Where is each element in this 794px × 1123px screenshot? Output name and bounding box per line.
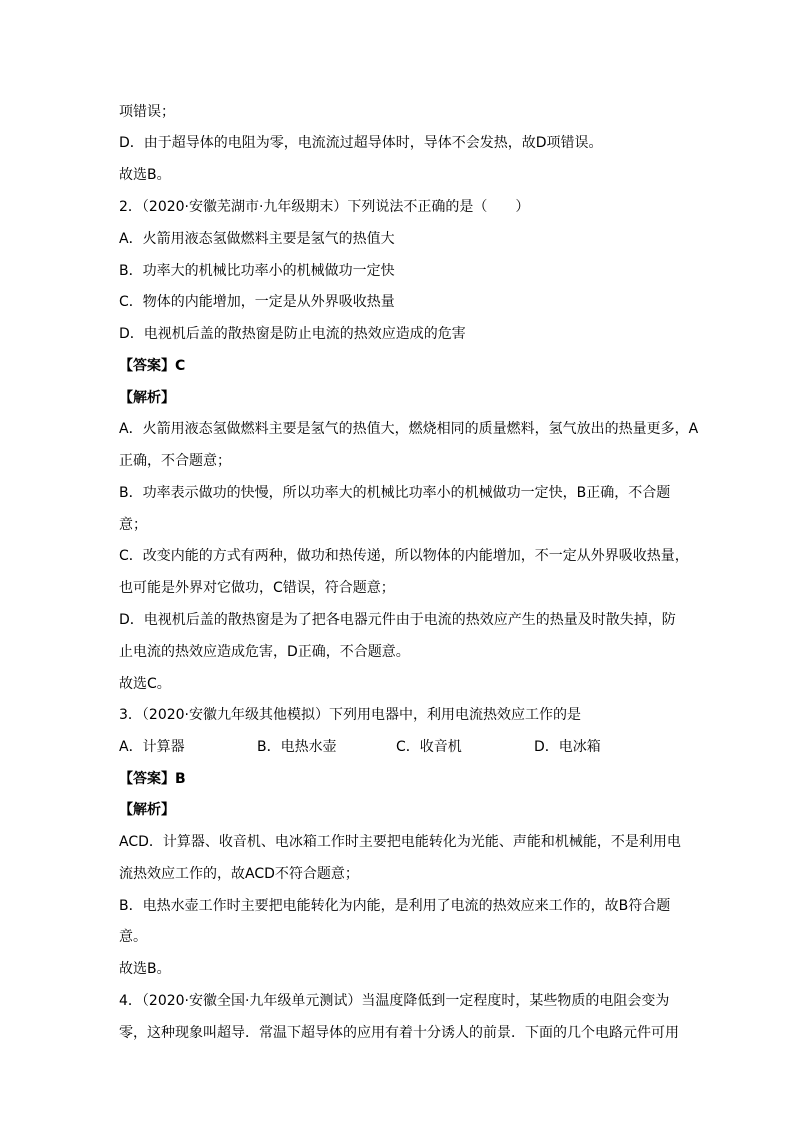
text-line: 也可能是外界对它做功，C错误，符合题意； — [119, 580, 395, 596]
text-line: 零，这种现象叫超导．常温下超导体的应用有着十分诱人的前景．下面的几个电路元件可用 — [119, 1025, 679, 1041]
answer-label: 【答案】B — [119, 771, 186, 787]
text-line: 止电流的热效应造成危害，D正确，不合题意。 — [119, 644, 410, 660]
q3-option-b: B．电热水壶 — [257, 739, 337, 755]
option-b: B．功率大的机械比功率小的机械做功一定快 — [119, 263, 395, 279]
answer-label: 【答案】C — [119, 358, 186, 374]
text-line: 意。 — [119, 929, 147, 945]
q3-option-d: D．电冰箱 — [534, 739, 601, 755]
text-line: 故选B。 — [119, 167, 171, 183]
text-line: B．电热水壶工作时主要把电能转化为内能，是利用了电流的热效应来工作的，故B符合题 — [119, 898, 671, 914]
text-line: 流热效应工作的，故ACD不符合题意； — [119, 866, 359, 882]
option-a: A．火箭用液态氢做燃料主要是氢气的热值大 — [119, 231, 395, 247]
text-line: 正确，不合题意； — [119, 453, 231, 469]
option-d: D．电视机后盖的散热窗是防止电流的热效应造成的危害 — [119, 326, 466, 342]
q3-option-a: A．计算器 — [119, 739, 185, 755]
question-3: 3．（2020·安徽九年级其他模拟）下列用电器中，利用电流热效应工作的是 — [119, 707, 581, 723]
text-line: C．改变内能的方式有两种，做功和热传递，所以物体的内能增加，不一定从外界吸收热量， — [119, 548, 689, 564]
text-line: 故选B。 — [119, 961, 171, 977]
text-line: D．电视机后盖的散热窗是为了把各电器元件由于电流的热效应产生的热量及时散失掉，防 — [119, 612, 676, 628]
question-4: 4．（2020·安徽全国·九年级单元测试）当温度降低到一定程度时，某些物质的电阻会变为 — [119, 993, 670, 1009]
analysis-label: 【解析】 — [119, 390, 175, 406]
question-2: 2．（2020·安徽芜湖市·九年级期末）下列说法不正确的是（ ） — [119, 199, 530, 215]
text-line: 意； — [119, 517, 147, 533]
text-line: 项错误； — [119, 104, 175, 120]
option-c: C．物体的内能增加，一定是从外界吸收热量 — [119, 294, 395, 310]
analysis-label: 【解析】 — [119, 802, 175, 818]
text-line: D．由于超导体的电阻为零，电流流过超导体时，导体不会发热，故D项错误。 — [119, 135, 603, 151]
text-line: B．功率表示做功的快慢，所以功率大的机械比功率小的机械做功一定快，B正确，不合题 — [119, 485, 671, 501]
q3-option-c: C．收音机 — [396, 739, 462, 755]
text-line: 故选C。 — [119, 676, 171, 692]
text-line: A．火箭用液态氢做燃料主要是氢气的热值大，燃烧相同的质量燃料，氢气放出的热量更多，A — [119, 421, 699, 437]
text-line: ACD．计算器、收音机、电冰箱工作时主要把电能转化为光能、声能和机械能，不是利用电 — [119, 834, 681, 850]
